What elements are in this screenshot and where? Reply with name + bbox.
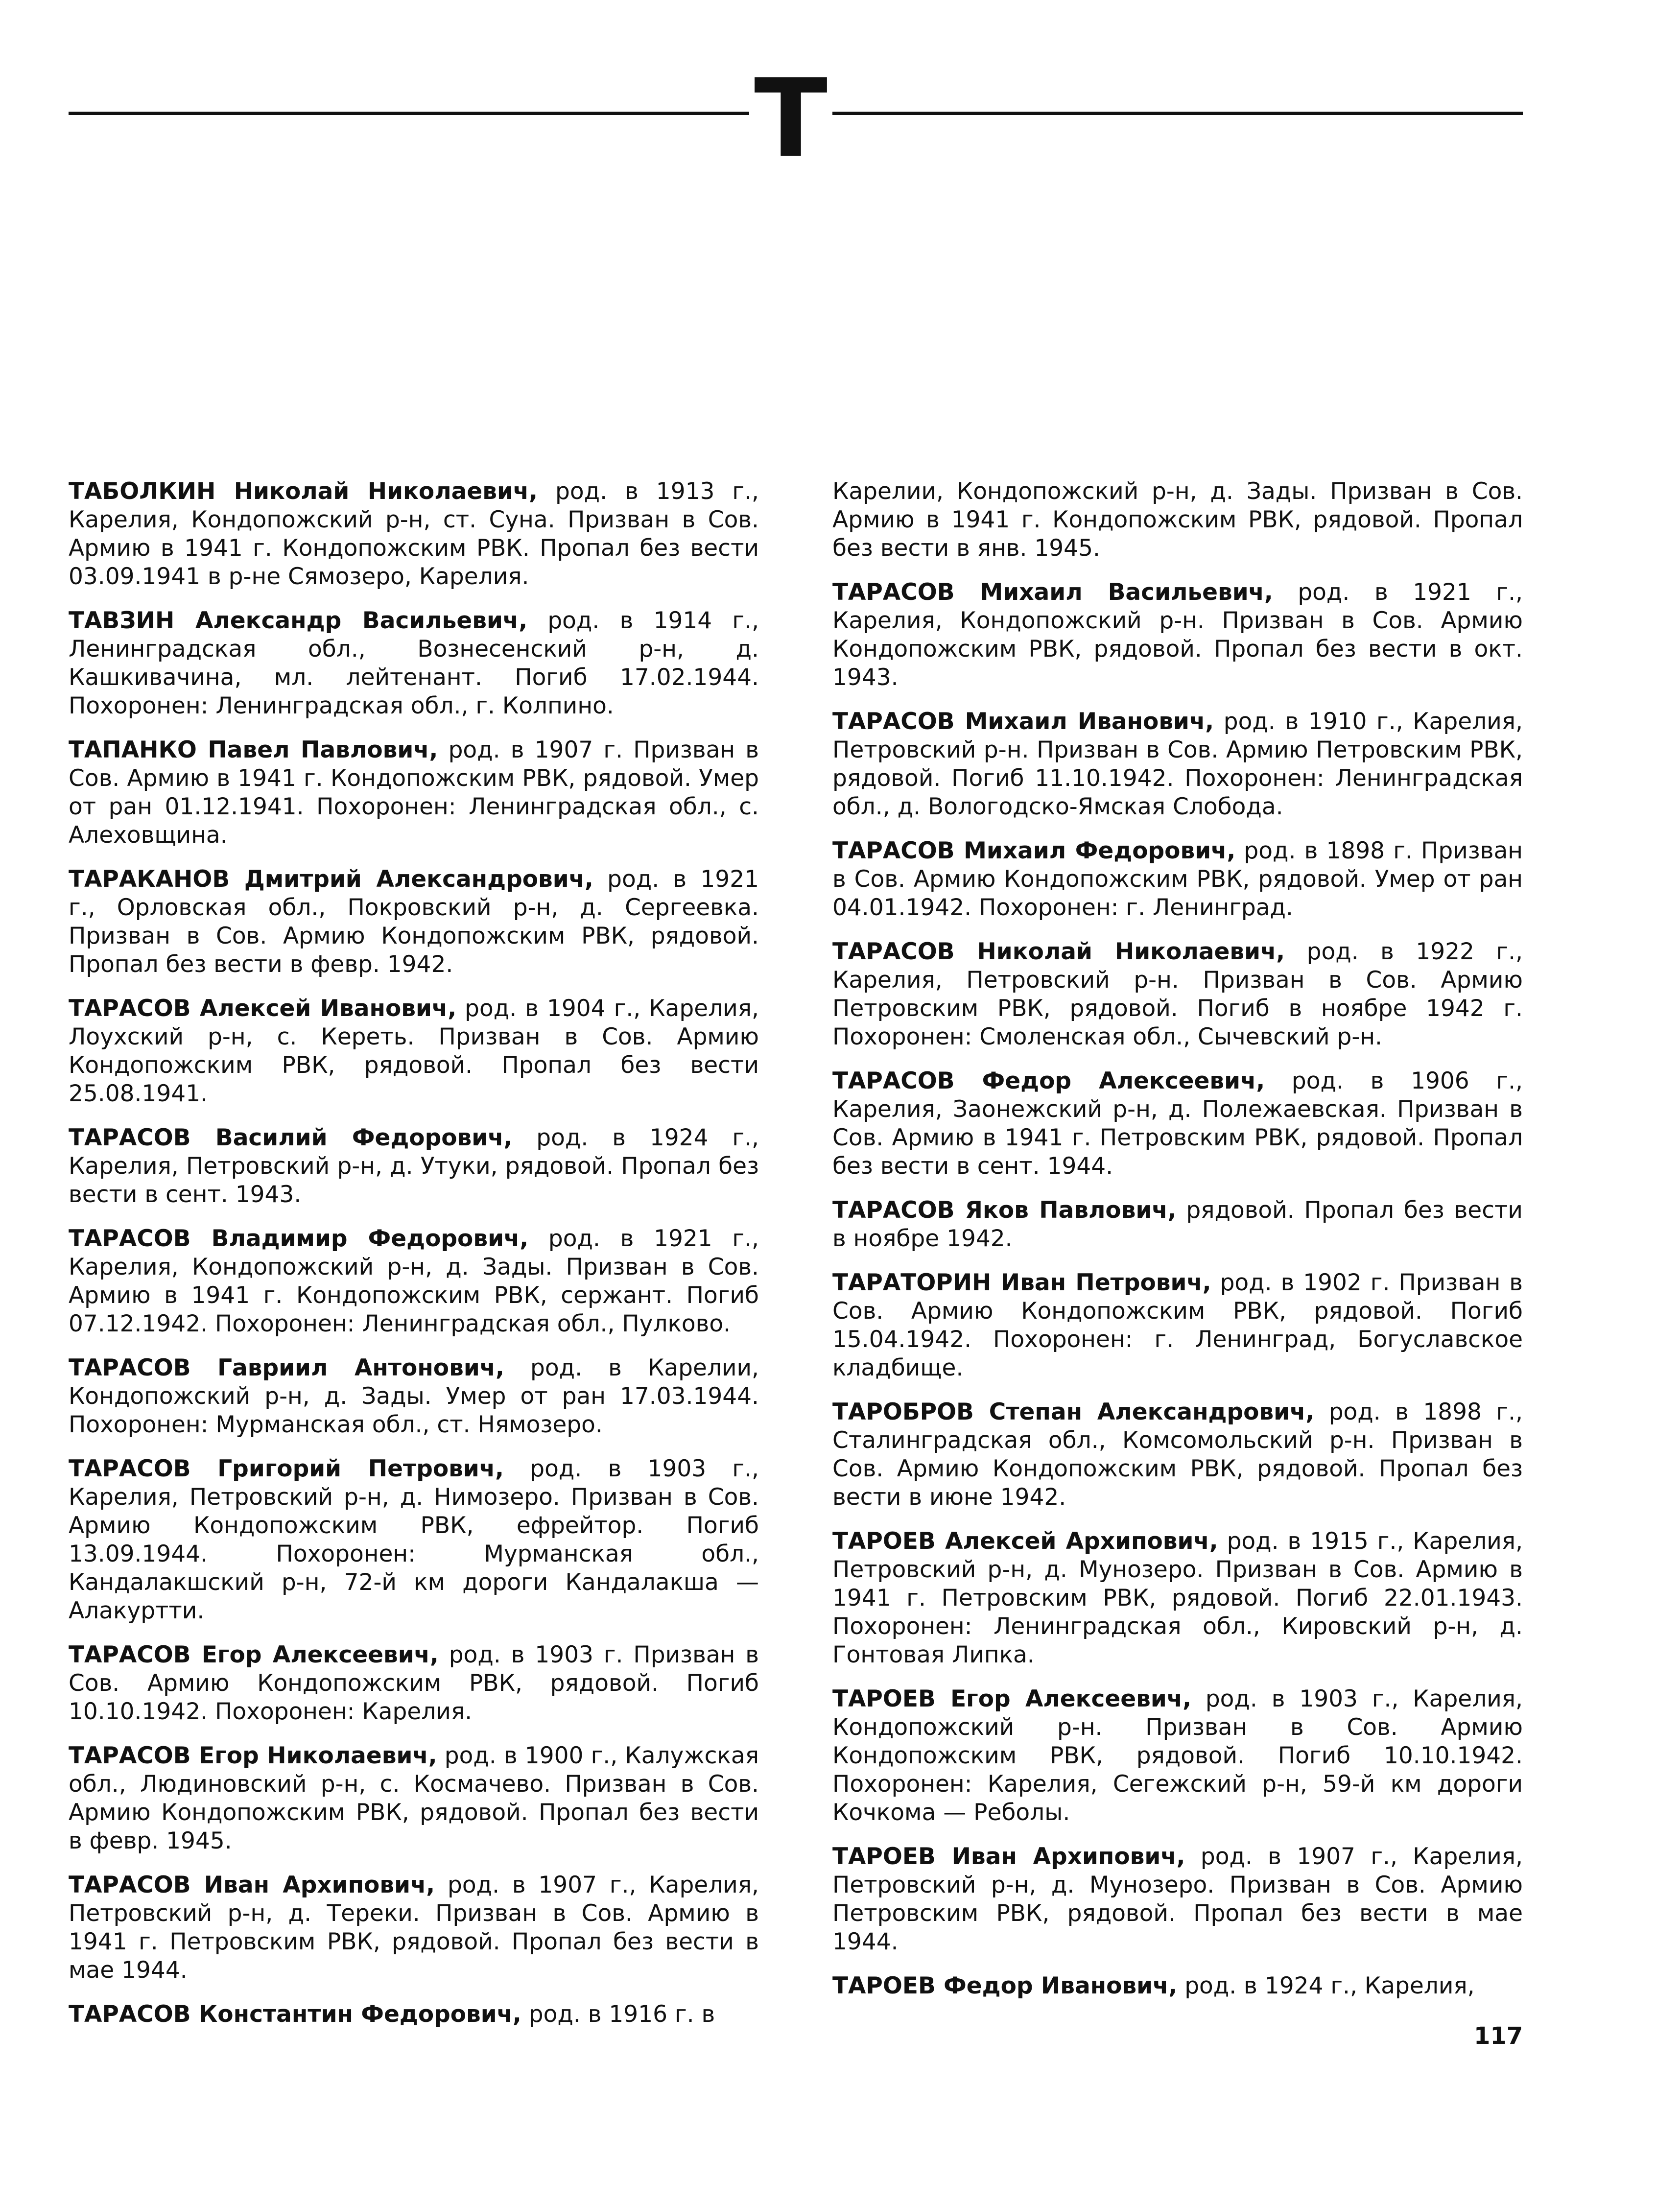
entry-name: ТАРОЕВ Иван Архипович, (832, 1843, 1185, 1870)
entry-name: ТАРАСОВ Егор Николаевич, (69, 1742, 437, 1769)
right-column (832, 477, 1523, 2016)
entry (69, 1641, 759, 1726)
entry (832, 1196, 1523, 1253)
entry (69, 2000, 759, 2029)
entry (832, 1527, 1523, 1669)
entry-name: ТАВЗИН Александр Васильевич, (69, 607, 528, 634)
left-column (69, 477, 759, 2044)
entry-text: род. в 1921 г., Карелия, Кондопожский р-н, д. Зады. Призван в Сов. Армию в 1941 г. Кондопожским РВК, сержант. Погиб 07.12.1942. Похоронен: Ленинградская обл., Пулково. (69, 1225, 759, 1337)
entry (832, 1685, 1523, 1827)
entry-name: ТАРАКАНОВ Дмитрий Александрович, (69, 866, 593, 893)
entry (832, 1067, 1523, 1181)
header-rule-right (832, 112, 1523, 115)
entry-text: род. в 1904 г., Карелия, Лоухский р-н, с. Кереть. Призван в Сов. Армию Кондопожским РВК, рядовой. Пропал без вести 25.08.1941. (69, 995, 759, 1107)
entry-name: ТАРОЕВ Егор Алексеевич, (832, 1685, 1191, 1712)
entry (69, 1871, 759, 1985)
entry (69, 1124, 759, 1209)
entry (69, 736, 759, 850)
entry-name: ТАРАСОВ Михаил Васильевич, (832, 579, 1273, 606)
entry-name: ТАРОЕВ Федор Иванович, (832, 1972, 1178, 1999)
entry (69, 1455, 759, 1625)
entry-text: род. в 1924 г., Карелия, (1184, 1972, 1475, 1999)
entry-text: род. в 1898 г., Сталинградская обл., Комсомольский р-н. Призван в Сов. Армию Кондопожским РВК, рядовой. Пропал без вести в июне 1942. (832, 1399, 1523, 1511)
entry-name: ТАБОЛКИН Николай Николаевич, (69, 478, 538, 505)
entry-text: род. в 1903 г. Призван в Сов. Армию Кондопожским РВК, рядовой. Погиб 10.10.1942. Похоронен: Карелия. (69, 1641, 759, 1725)
entry-name: ТАРОЕВ Алексей Архипович, (832, 1528, 1218, 1555)
entry (832, 477, 1523, 563)
entry-text: род. в 1921 г., Карелия, Кондопожский р-н. Призван в Сов. Армию Кондопожским РВК, рядовой. Пропал без вести в окт. 1943. (832, 579, 1523, 691)
entry-name: ТАРАТОРИН Иван Петрович, (832, 1269, 1211, 1296)
entry-text: рядовой. Пропал без вести в ноябре 1942. (832, 1197, 1523, 1252)
entry (69, 1225, 759, 1338)
entry-text: род. в 1903 г., Карелия, Кондопожский р-н. Призван в Сов. Армию Кондопожским РВК, рядовой. Погиб 10.10.1942. Похоронен: Карелия, Сегежский р-н, 59-й км дороги Кочкома — Реболы. (832, 1685, 1523, 1826)
entry-name: ТАРАСОВ Николай Николаевич, (832, 938, 1285, 965)
section-letter: Т (754, 56, 828, 181)
entry-text: род. в 1915 г., Карелия, Петровский р-н, д. Мунозеро. Призван в Сов. Армию в 1941 г. Петровским РВК, рядовой. Погиб 22.01.1943. Похоронен: Ленинградская обл., Кировский р-н, д. Гонтовая Липка. (832, 1528, 1523, 1668)
entry-name: ТАРАСОВ Василий Федорович, (69, 1124, 513, 1151)
section-header (69, 56, 1523, 181)
entry-text: род. в 1906 г., Карелия, Заонежский р-н, д. Полежаевская. Призван в Сов. Армию в 1941 г. Петровским РВК, рядовой. Пропал без вести в сент. 1944. (832, 1067, 1523, 1180)
header-rule-left (69, 112, 749, 115)
entry-text: род. в 1913 г., Карелия, Кондопожский р-н, ст. Суна. Призван в Сов. Армию в 1941 г. Кондопожским РВК. Пропал без вести 03.09.1941 в р-не Сямозеро, Карелия. (69, 478, 759, 590)
entry (832, 837, 1523, 922)
entry (69, 995, 759, 1108)
entry (69, 865, 759, 979)
entry (832, 708, 1523, 821)
entry-name: ТАРАСОВ Егор Алексеевич, (69, 1641, 439, 1668)
entry-text: род. в 1921 г., Орловская обл., Покровский р-н, д. Сергеевка. Призван в Сов. Армию Кондопожским РВК, рядовой. Пропал без вести в февр. 1942. (69, 866, 759, 978)
entry (69, 607, 759, 720)
entry (69, 1742, 759, 1855)
entry-name: ТАРАСОВ Михаил Федорович, (832, 837, 1236, 864)
entry-text: род. в 1902 г. Призван в Сов. Армию Кондопожским РВК, рядовой. Погиб 15.04.1942. Похоронен: г. Ленинград, Богуславское кладбище. (832, 1269, 1523, 1381)
entry (832, 1843, 1523, 1956)
entry-text: род. в 1907 г. Призван в Сов. Армию в 1941 г. Кондопожским РВК, рядовой. Умер от ран 01.12.1941. Похоронен: Ленинградская обл., с. Алеховщина. (69, 736, 759, 849)
entry-text: род. в 1900 г., Калужская обл., Людиновский р-н, с. Космачево. Призван в Сов. Армию Кондопожским РВК, рядовой. Пропал без вести в февр. 1945. (69, 1742, 759, 1854)
entry-text: род. в 1910 г., Карелия, Петровский р-н. Призван в Сов. Армию Петровским РВК, рядовой. Погиб 11.10.1942. Похоронен: Ленинградская обл., д. Вологодско-Ямская Слобода. (832, 708, 1523, 820)
entry-text: род. в 1924 г., Карелия, Петровский р-н, д. Утуки, рядовой. Пропал без вести в сент. 1943. (69, 1124, 759, 1208)
entry (832, 1269, 1523, 1382)
entry-name: ТАРОБРОВ Степан Александрович, (832, 1399, 1315, 1425)
entry-text: род. в 1916 г. в (528, 2001, 715, 2028)
entry-text: род. в 1903 г., Карелия, Петровский р-н, д. Нимозеро. Призван в Сов. Армию Кондопожским РВК, ефрейтор. Погиб 13.09.1944. Похоронен: Мурманская обл., Кандалакшский р-н, 72-й км дороги Кандалакша — Алакуртти. (69, 1455, 759, 1624)
entry-name: ТАРАСОВ Иван Архипович, (69, 1872, 435, 1898)
entry (69, 477, 759, 591)
entry-text: род. в 1922 г., Карелия, Петровский р-н. Призван в Сов. Армию Петровским РВК, рядовой. Погиб в ноябре 1942 г. Похоронен: Смоленская обл., Сычевский р-н. (832, 938, 1523, 1050)
entry-name: ТАРАСОВ Константин Федорович, (69, 2001, 521, 2028)
entry-name: ТАПАНКО Павел Павлович, (69, 736, 438, 763)
entry-name: ТАРАСОВ Григорий Петрович, (69, 1455, 504, 1482)
entry-name: ТАРАСОВ Яков Павлович, (832, 1197, 1177, 1224)
entry-name: ТАРАСОВ Михаил Иванович, (832, 708, 1214, 735)
entry (832, 1398, 1523, 1512)
entry-text: род. в 1914 г., Ленинградская обл., Вознесенский р-н, д. Кашкивачина, мл. лейтенант. Погиб 17.02.1944. Похоронен: Ленинградская обл., г. Колпино. (69, 607, 759, 719)
entry-text: род. в 1907 г., Карелия, Петровский р-н, д. Мунозеро. Призван в Сов. Армию Петровским РВК, рядовой. Пропал без вести в мае 1944. (832, 1843, 1523, 1955)
entry-name: ТАРАСОВ Владимир Федорович, (69, 1225, 529, 1252)
entry-name: ТАРАСОВ Алексей Иванович, (69, 995, 457, 1022)
entry (832, 578, 1523, 692)
entry (832, 1972, 1523, 2000)
entry-text: род. в 1898 г. Призван в Сов. Армию Кондопожским РВК, рядовой. Умер от ран 04.01.1942. Похоронен: г. Ленинград. (832, 837, 1523, 921)
entry-text: род. в 1907 г., Карелия, Петровский р-н, д. Тереки. Призван в Сов. Армию в 1941 г. Петровским РВК, рядовой. Пропал без вести в мае 1944. (69, 1872, 759, 1984)
entry (69, 1354, 759, 1439)
entry-text: Карелии, Кондопожский р-н, д. Зады. Призван в Сов. Армию в 1941 г. Кондопожским РВК, рядовой. Пропал без вести в янв. 1945. (832, 478, 1523, 562)
entry (832, 938, 1523, 1051)
entry-text: род. в Карелии, Кондопожский р-н, д. Зады. Умер от ран 17.03.1944. Похоронен: Мурманская обл., ст. Нямозеро. (69, 1354, 759, 1438)
entry-name: ТАРАСОВ Федор Алексеевич, (832, 1067, 1265, 1094)
entry-name: ТАРАСОВ Гавриил Антонович, (69, 1354, 504, 1381)
page-number: 117 (1474, 2022, 1523, 2050)
